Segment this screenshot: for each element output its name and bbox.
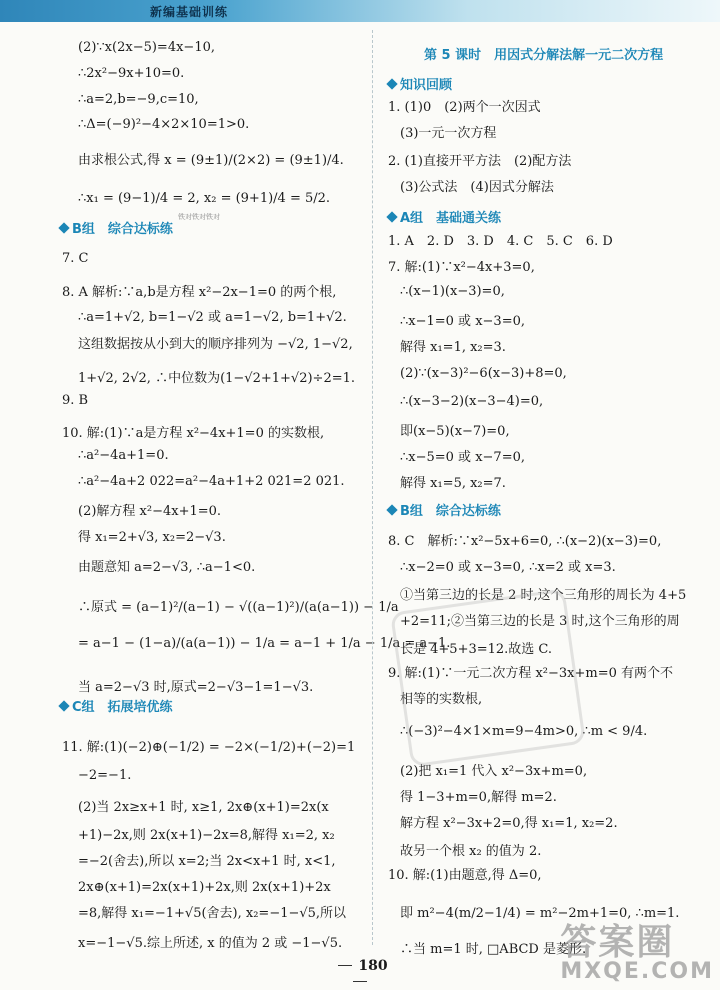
page-number: 180 [320, 958, 400, 990]
right-answer-line: ∴当 m=1 时, □ABCD 是菱形. [400, 942, 587, 957]
series-title: 新编基础训练 [150, 5, 229, 19]
left-answer-line: 得 x₁=2+√3, x₂=2−√3. [78, 530, 226, 545]
section-label: 知识回顾 [400, 78, 453, 93]
right-answer-line: ∴(x−3−2)(x−3−4)=0, [400, 394, 544, 409]
right-answer-line: 解得 x₁=1, x₂=3. [400, 340, 506, 355]
right-answer-line: 即(x−5)(x−7)=0, [400, 424, 510, 439]
left-answer-line: 7. C [62, 251, 89, 266]
right-answer-line: ∴(x−1)(x−3)=0, [400, 284, 505, 299]
small-stamp: 铁对铁对铁对 [178, 213, 220, 221]
section-label: B组 综合达标练 [400, 504, 501, 519]
left-answer-line: x=−1−√5.综上所述, x 的值为 2 或 −1−√5. [78, 936, 343, 951]
left-answer-line: (2)∵x(2x−5)=4x−10, [78, 40, 215, 55]
diamond-icon [58, 222, 69, 233]
left-answer-line: 由题意知 a=2−√3, ∴a−1<0. [78, 560, 256, 575]
left-answer-line: ∴Δ=(−9)²−4×2×10=1>0. [78, 117, 250, 132]
left-answer-line: (2)当 2x≥x+1 时, x≥1, 2x⊕(x+1)=2x(x [78, 800, 329, 815]
left-answer-line: (2)解方程 x²−4x+1=0. [78, 504, 222, 519]
section-heading-b [60, 218, 173, 237]
left-answer-line: 10. 解:(1)∵a是方程 x²−4x+1=0 的实数根, [62, 426, 325, 441]
left-answer-line: ∴a=2,b=−9,c=10, [78, 92, 199, 107]
left-answer-line: ∴原式 = (a−1)²/(a−1) − √((a−1)²)/(a(a−1)) − 1/a [78, 600, 399, 615]
left-answer-line: 当 a=2−√3 时,原式=2−√3−1=1−√3. [78, 680, 314, 695]
left-answer-line: =8,解得 x₁=−1+√5(舍去), x₂=−1−√5,所以 [78, 906, 347, 921]
right-answer-line: 9. 解:(1)∵一元二次方程 x²−3x+m=0 有两个不 [388, 666, 674, 681]
left-answer-line: ∴a=1+√2, b=1−√2 或 a=1−√2, b=1+√2. [78, 310, 347, 325]
left-answer-line: ∴2x²−9x+10=0. [78, 66, 185, 81]
right-answer-line: ①当第三边的长是 2 时,这个三角形的周长为 4+5 [400, 588, 687, 603]
section-heading-b-right [388, 500, 501, 519]
left-answer-line: +1)−2x,则 2x(x+1)−2x=8,解得 x₁=2, x₂ [78, 828, 335, 843]
right-answer-line: 长是 4+5+3=12.故选 C. [400, 642, 553, 657]
right-answer-line: 解得 x₁=5, x₂=7. [400, 476, 506, 491]
left-answer-line: ∴x₁ = (9−1)/4 = 2, x₂ = (9+1)/4 = 5/2. [78, 191, 331, 206]
left-answer-line: 9. B [62, 393, 89, 408]
diamond-icon [58, 700, 69, 711]
header-bar [0, 0, 720, 22]
right-answer-line: (2)把 x₁=1 代入 x²−3x+m=0, [400, 764, 588, 779]
faint-stamp-mark [390, 589, 586, 768]
left-answer-line: ∴a²−4a+2 022=a²−4a+1+2 021=2 021. [78, 474, 345, 489]
right-answer-line: ∴(−3)²−4×1×m=9−4m>0, ∴m < 9/4. [400, 724, 648, 739]
right-answer-line: +2=11;②当第三边的长是 3 时,这个三角形的周 [400, 614, 680, 629]
left-answer-line: 这组数据按从小到大的顺序排列为 −√2, 1−√2, [78, 337, 353, 352]
section-label: C组 拓展培优练 [72, 700, 173, 715]
right-answer-line: 7. 解:(1)∵x²−4x+3=0, [388, 260, 535, 275]
left-answer-line: 11. 解:(1)(−2)⊕(−1/2) = −2×(−1/2)+(−2)=1 [62, 740, 356, 755]
left-answer-line: = a−1 − (1−a)/(a(a−1)) − 1/a = a−1 + 1/a − 1/a = a−1. [78, 636, 451, 651]
right-answer-line: ∴x−5=0 或 x−7=0, [400, 450, 525, 465]
left-answer-line: 8. A 解析:∵a,b是方程 x²−2x−1=0 的两个根, [62, 285, 337, 300]
left-answer-line: 2x⊕(x+1)=2x(x+1)+2x,则 2x(x+1)+2x [78, 880, 331, 895]
right-answer-line: 相等的实数根, [400, 692, 483, 707]
right-answer-line: 2. (1)直接开平方法 (2)配方法 [388, 154, 572, 169]
left-answer-line: 由求根公式,得 x = (9±1)/(2×2) = (9±1)/4. [78, 153, 344, 168]
right-answer-line: ∴x−2=0 或 x−3=0, ∴x=2 或 x=3. [400, 560, 616, 575]
right-answer-line: ∴x−1=0 或 x−3=0, [400, 314, 525, 329]
right-answer-line: (2)∵(x−3)²−6(x−3)+8=0, [400, 366, 567, 381]
left-answer-line: 1+√2, 2√2, ∴中位数为(1−√2+1+√2)÷2=1. [78, 371, 356, 386]
section-heading-review [388, 74, 452, 93]
section-heading-a [388, 207, 501, 226]
diamond-icon [386, 211, 397, 222]
right-answer-line: 8. C 解析:∵x²−5x+6=0, ∴(x−2)(x−3)=0, [388, 534, 662, 549]
right-answer-line: 10. 解:(1)由题意,得 Δ=0, [388, 868, 542, 883]
left-answer-line: ∴a²−4a+1=0. [78, 448, 169, 463]
right-answer-line: 故另一个根 x₂ 的值为 2. [400, 844, 542, 859]
right-answer-line: (3)公式法 (4)因式分解法 [400, 180, 554, 195]
right-answer-line: 解方程 x²−3x+2=0,得 x₁=1, x₂=2. [400, 816, 618, 831]
right-answer-line: 1. A 2. D 3. D 4. C 5. C 6. D [388, 234, 613, 249]
site-watermark: 答案圈 MXQE.COM [560, 922, 714, 984]
left-answer-line: −2=−1. [78, 768, 132, 783]
right-answer-line: 即 m²−4(m/2−1/4) = m²−2m+1=0, ∴m=1. [400, 906, 680, 921]
left-answer-line: =−2(舍去),所以 x=2;当 2x<x+1 时, x<1, [78, 854, 336, 869]
section-heading-c [60, 696, 173, 715]
right-answer-line: 1. (1)0 (2)两个一次因式 [388, 100, 541, 115]
diamond-icon [386, 504, 397, 515]
section-label: A组 基础通关练 [400, 211, 502, 226]
diamond-icon [386, 78, 397, 89]
section-label: B组 综合达标练 [72, 222, 173, 237]
column-divider [372, 30, 373, 945]
right-answer-line: (3)一元一次方程 [400, 126, 497, 141]
right-answer-line: 得 1−3+m=0,解得 m=2. [400, 790, 557, 805]
lesson-title: 第 5 课时 用因式分解法解一元二次方程 [424, 48, 664, 63]
